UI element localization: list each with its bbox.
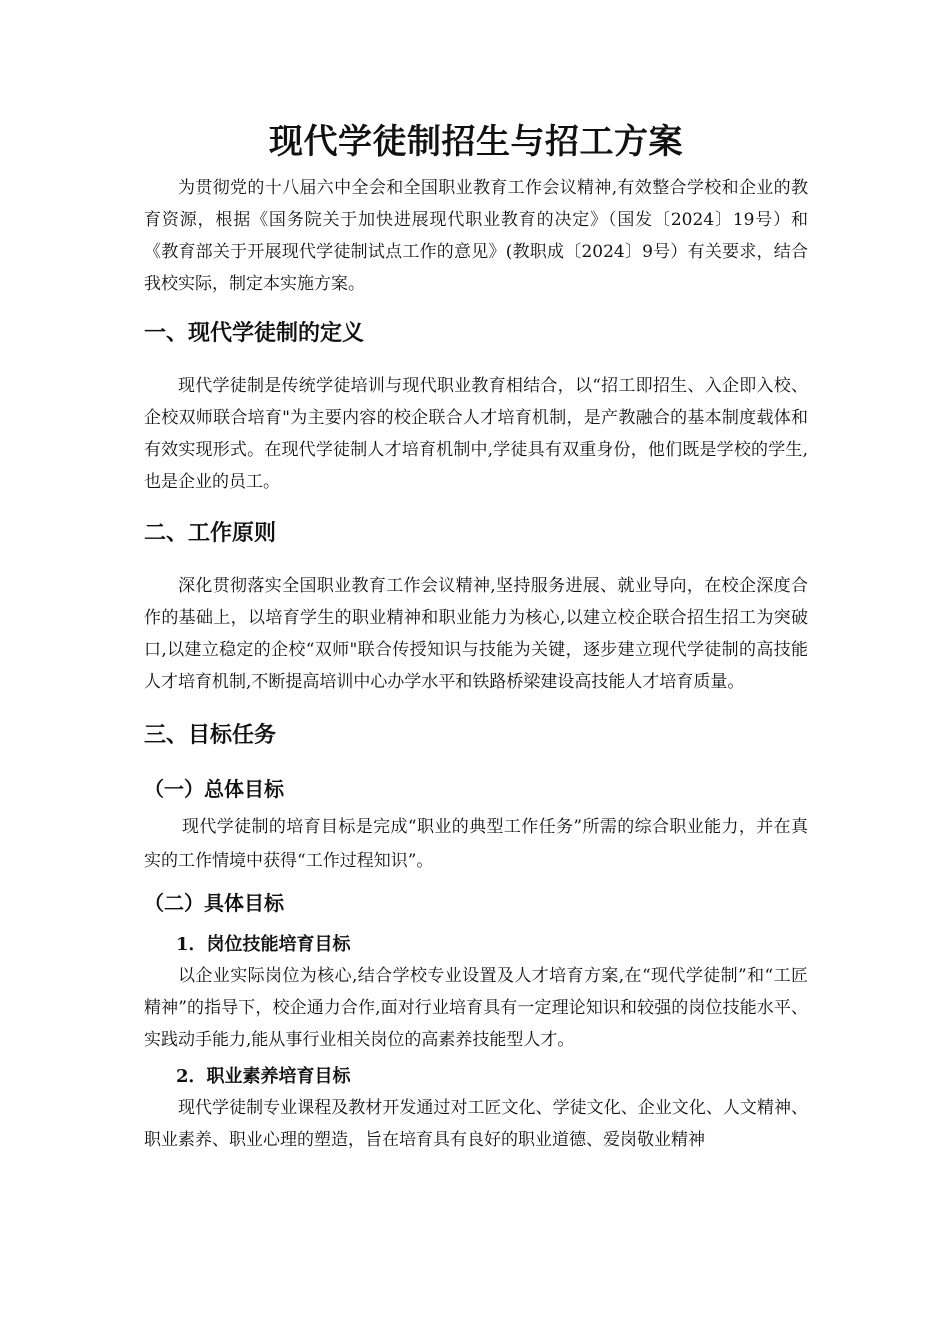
subheading-specific-goals: （二）具体目标	[144, 891, 284, 915]
definition-paragraph: 现代学徒制是传统学徒培训与现代职业教育相结合，以“招工即招生、入企即入校、企校双师联合培育"为主要内容的校企联合人才培育机制，是产教融合的基本制度载体和有效实现形式。在现代学徒制人才培育机制中,学徒具有双重身份，他们既是学校的学生,也是企业的员工。	[144, 376, 808, 492]
intro-paragraph: 为贯彻党的十八届六中全会和全国职业教育工作会议精神,有效整合学校和企业的教育资源，根据《国务院关于加快进展现代职业教育的决定》（国发〔2024〕19号）和《教育部关于开展现代学徒制试点工作的意见》(教职成〔2024〕9号）有关要求，结合我校实际，制定本实施方案。	[144, 178, 808, 294]
job-skills-paragraph: 以企业实际岗位为核心,结合学校专业设置及人才培育方案,在“现代学徒制”和“工匠精神”的指导下，校企通力合作,面对行业培育具有一定理论知识和较强的岗位技能水平、实践动手能力,能从事行业相关岗位的高素养技能型人才。	[144, 966, 808, 1050]
section-heading-goals: 三、目标任务	[144, 723, 277, 748]
document-body	[144, 112, 808, 1156]
overall-goal-paragraph: 现代学徒制的培育目标是完成“职业的典型工作任务”所需的综合职业能力，并在真实的工作情境中获得“工作过程知识”。	[144, 817, 808, 871]
section-heading-principles: 二、工作原则	[144, 521, 277, 546]
item-heading-job-skills: 1．岗位技能培育目标	[176, 934, 351, 955]
item-heading-professional-quality: 2．职业素养培育目标	[176, 1066, 351, 1087]
section-heading-definition: 一、现代学徒制的定义	[144, 321, 365, 346]
principles-paragraph: 深化贯彻落实全国职业教育工作会议精神,坚持服务进展、就业导向，在校企深度合作的基础上，以培育学生的职业精神和职业能力为核心,以建立校企联合招生招工为突破口,以建立稳定的企校“双师"联合传授知识与技能为关键，逐步建立现代学徒制的高技能人才培育机制,不断提高培训中心办学水平和铁路桥梁建设高技能人才培育质量。	[144, 576, 808, 692]
document-title: 现代学徒制招生与招工方案	[269, 122, 683, 162]
subheading-overall-goal: （一）总体目标	[144, 777, 284, 801]
professional-quality-paragraph: 现代学徒制专业课程及教材开发通过对工匠文化、学徒文化、企业文化、人文精神、职业素养、职业心理的塑造，旨在培育具有良好的职业道德、爱岗敬业精神	[144, 1098, 808, 1150]
